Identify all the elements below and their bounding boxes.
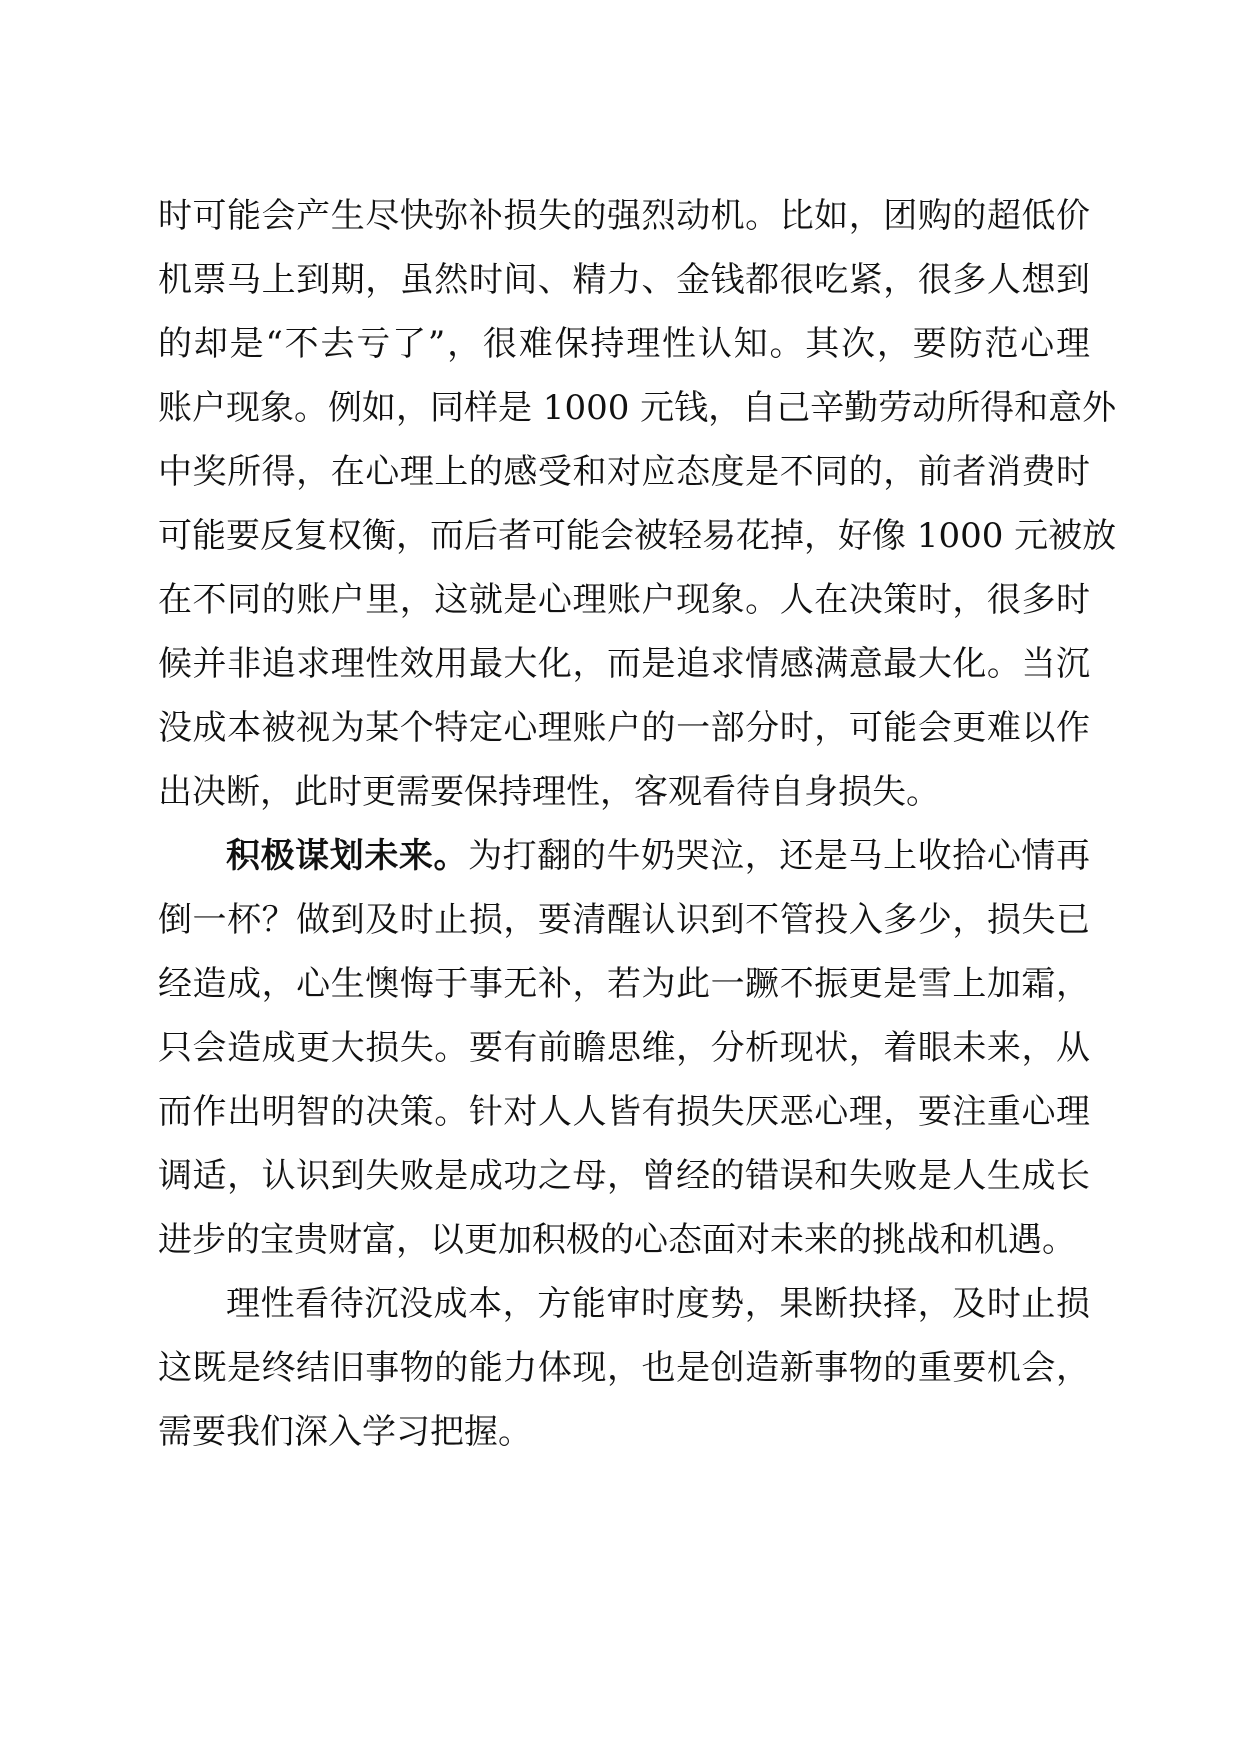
text-line: 这既是终结旧事物的能力体现，也是创造新事物的重要机会， [158, 1348, 1090, 1388]
text-line: 没成本被视为某个特定心理账户的一部分时，可能会更难以作 [158, 708, 1090, 748]
text-line: 的却是“不去亏了”，很难保持理性认知。其次，要防范心理 [158, 324, 1090, 364]
text-line [158, 824, 1090, 888]
text-line: 进步的宝贵财富，以更加积极的心态面对未来的挑战和机遇。 [158, 1220, 1076, 1260]
paragraph-plan-future [158, 824, 1090, 1272]
paragraph-conclusion [158, 1272, 1090, 1464]
paragraph-sunk-cost-mental-accounting [158, 184, 1117, 824]
text-line: 机票马上到期，虽然时间、精力、金钱都很吃紧，很多人想到 [158, 260, 1090, 300]
text-line: 时可能会产生尽快弥补损失的强烈动机。比如，团购的超低价 [158, 196, 1090, 236]
text-line: 理性看待沉没成本，方能审时度势，果断抉择，及时止损 [226, 1284, 1090, 1324]
document-body [158, 184, 1117, 1464]
text-line: 可能要反复权衡，而后者可能会被轻易花掉，好像 1000 元被放 [158, 516, 1117, 556]
text-line: 出决断，此时更需要保持理性，客观看待自身损失。 [158, 772, 940, 812]
text-line: 在不同的账户里，这就是心理账户现象。人在决策时，很多时 [158, 580, 1090, 620]
text-line: 账户现象。例如，同样是 1000 元钱，自己辛勤劳动所得和意外 [158, 388, 1117, 428]
text-line: 中奖所得，在心理上的感受和对应态度是不同的，前者消费时 [158, 452, 1090, 492]
text-line: 需要我们深入学习把握。 [158, 1412, 532, 1452]
text-run: 为打翻的牛奶哭泣，还是马上收拾心情再 [468, 836, 1091, 876]
text-line: 倒一杯？做到及时止损，要清醒认识到不管投入多少，损失已 [158, 900, 1090, 940]
text-line: 只会造成更大损失。要有前瞻思维，分析现状，着眼未来，从 [158, 1028, 1090, 1068]
text-line: 而作出明智的决策。针对人人皆有损失厌恶心理，要注重心理 [158, 1092, 1090, 1132]
section-heading: 积极谋划未来。 [226, 836, 469, 876]
text-line: 调适，认识到失败是成功之母，曾经的错误和失败是人生成长 [158, 1156, 1090, 1196]
text-line: 经造成，心生懊悔于事无补，若为此一蹶不振更是雪上加霜， [158, 964, 1090, 1004]
text-line: 候并非追求理性效用最大化，而是追求情感满意最大化。当沉 [158, 644, 1090, 684]
